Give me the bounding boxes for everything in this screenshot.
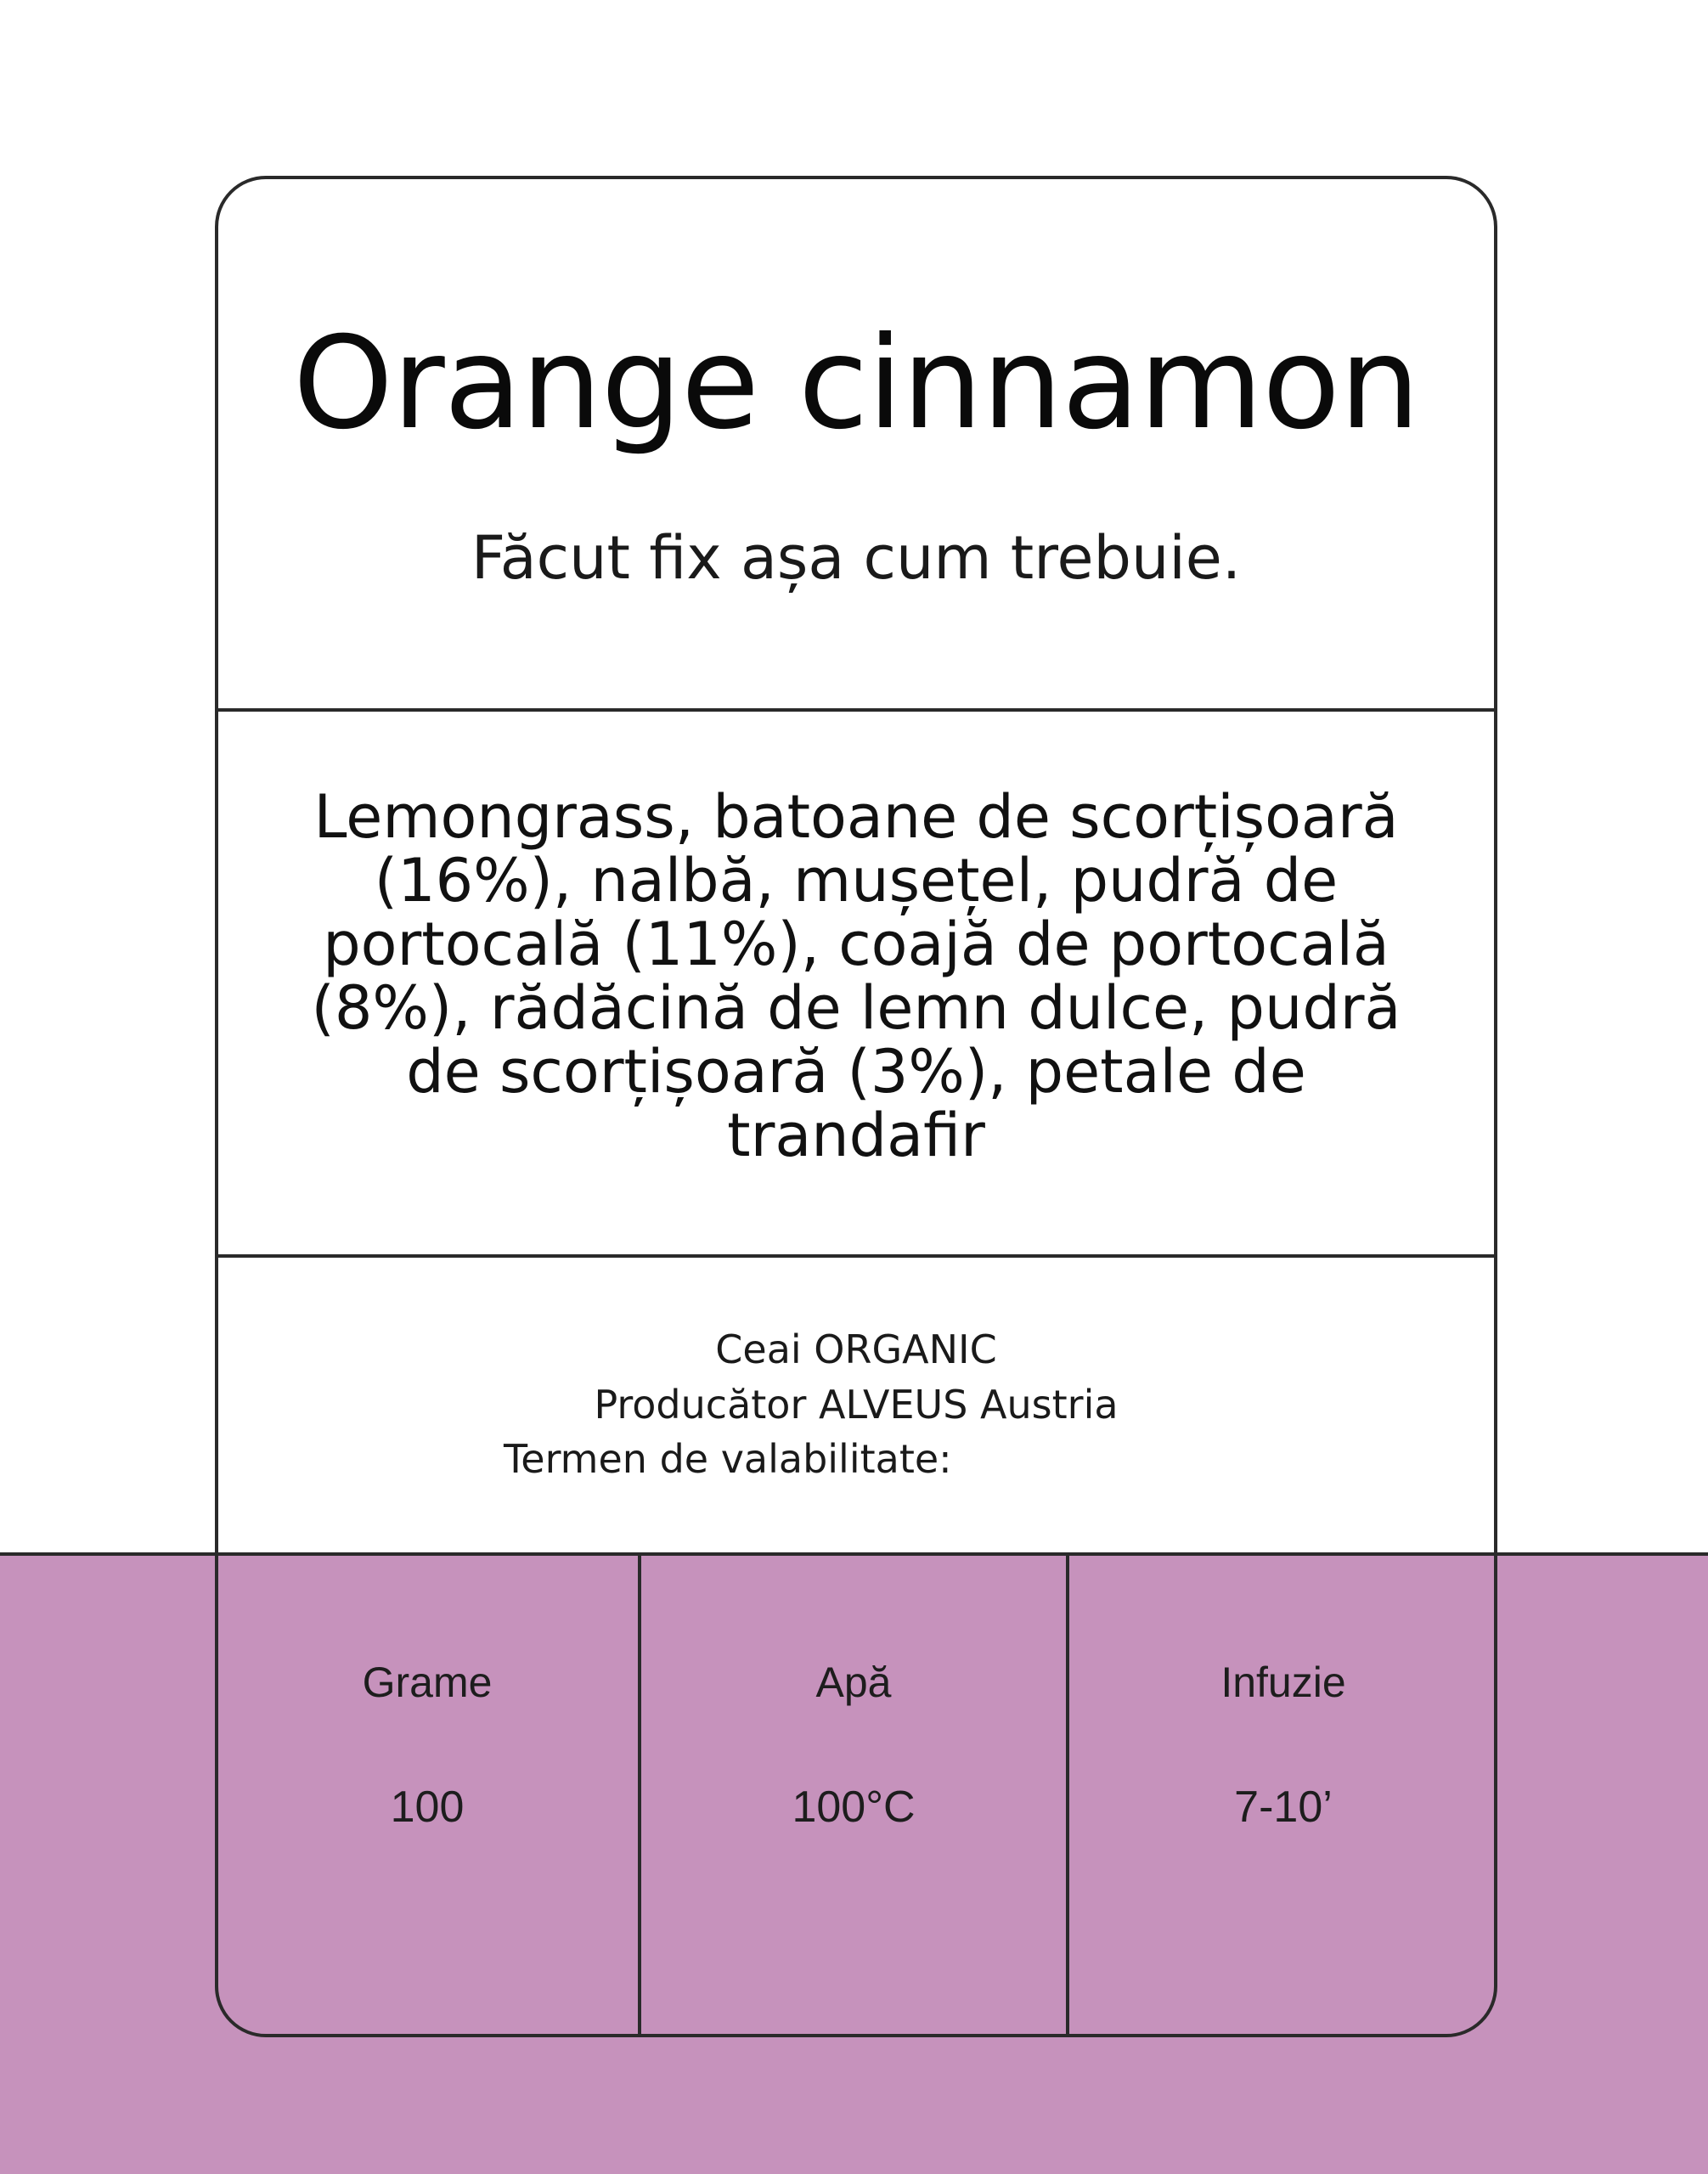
spec-header-infusion: Infuzie (1220, 1659, 1346, 1706)
spec-value-weight: 100 (390, 1783, 465, 1832)
product-title: Orange cinnamon (292, 310, 1420, 458)
spec-header-weight: Grame (362, 1659, 493, 1706)
ingredients-text: Lemongrass, batoane de scorțișoară (16%), nalbă, mușețel, pudră de portocală (11%), coajă de portocală (8%), rădăcină de lemn dulce, pudră de scorțișoară (3%), petale de trandafir (311, 782, 1401, 1170)
ingredients-divider (215, 1254, 1497, 1258)
spec-value-infusion: 7-10’ (1234, 1783, 1333, 1832)
product-tagline: Făcut fix așa cum trebuie. (471, 523, 1242, 593)
expiry-label: Termen de valabilitate: (504, 1436, 952, 1482)
producer-text: Producător ALVEUS Austria (594, 1382, 1119, 1428)
spec-cell-infusion (1069, 1552, 1497, 2037)
header-divider (215, 708, 1497, 712)
spec-cell-water (641, 1552, 1066, 2037)
spec-cell-weight (215, 1552, 640, 2037)
spec-value-water: 100°C (792, 1783, 916, 1832)
tea-type-text: Ceai ORGANIC (715, 1326, 997, 1372)
spec-header-water: Apă (815, 1659, 892, 1706)
